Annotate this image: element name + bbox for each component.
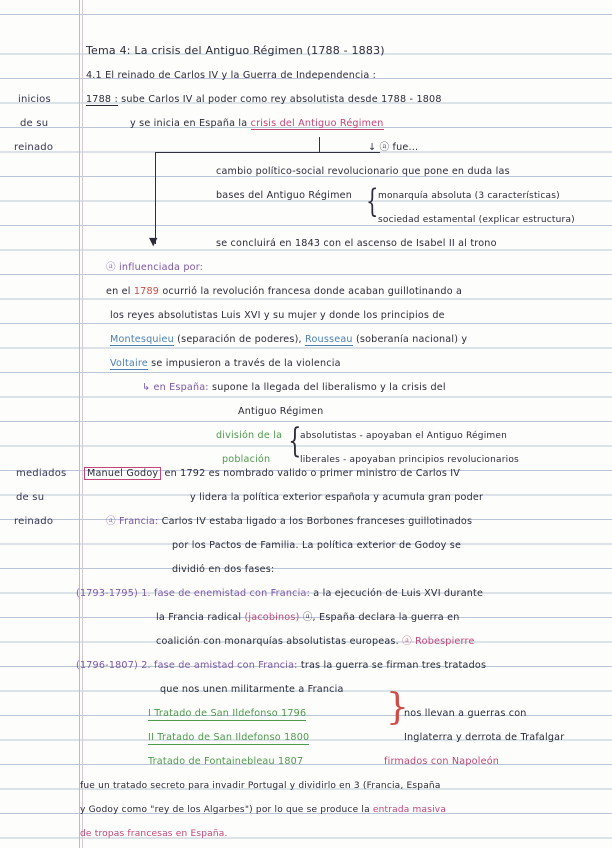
- voltaire: Voltaire: [110, 358, 148, 369]
- line-23: [156, 612, 459, 624]
- arrow-down-icon: ▼: [149, 235, 158, 248]
- line-17: [84, 468, 460, 480]
- margin-note-inicios-1: inicios: [18, 94, 51, 105]
- line-12: [110, 358, 341, 370]
- margin-note-mediados-1: mediados: [16, 468, 67, 479]
- line-31: [80, 804, 446, 816]
- line-15-a: división de la: [216, 430, 283, 441]
- robespierre: ⓐ Robespierre: [402, 636, 475, 647]
- line-6: sociedad estamental (explicar estructura): [378, 215, 575, 225]
- line-17-b: en 1792 es nombrado valido o primer ministro de Carlos IV: [164, 468, 461, 479]
- entrada-masiva: entrada masiva: [372, 805, 447, 815]
- year-1789: 1789: [133, 286, 160, 297]
- line-14: Antiguo Régimen: [238, 406, 324, 417]
- line-11-c: (soberanía nacional) y: [355, 334, 468, 345]
- line-22: [76, 588, 483, 600]
- line-9-b: ocurrió la revolución francesa donde acaban guillotinando a: [162, 286, 463, 297]
- line-8-influenced: ⓐ influenciada por:: [106, 262, 204, 273]
- line-9-a: en el: [106, 286, 131, 297]
- line-11: [110, 334, 467, 346]
- treaty-3: Tratado de Fontainebleau 1807: [148, 756, 304, 767]
- line-13-b: supone la llegada del liberalismo y la crisis del: [212, 382, 446, 393]
- en-espana: ↳ en España:: [142, 382, 209, 393]
- treaty-1: I Tratado de San Ildefonso 1796: [148, 708, 307, 719]
- rousseau: Rousseau: [305, 334, 353, 345]
- connector-tick: [319, 137, 320, 152]
- page-title: Tema 4: La crisis del Antiguo Régimen (1788 - 1883): [86, 44, 385, 57]
- phase-1-heading: (1793-1795) 1. fase de enemistad con Francia:: [76, 588, 311, 599]
- line-23-c: ⓐ, España declara la guerra en: [302, 612, 460, 623]
- section-heading: 4.1 El reinado de Carlos IV y la Guerra de Independencia :: [86, 70, 377, 81]
- brace-icon: {: [288, 421, 302, 461]
- line-2: [130, 118, 384, 130]
- ante-francia: ⓐ Francia:: [106, 516, 159, 527]
- line-20: por los Pactos de Familia. La política exterior de Godoy se: [172, 540, 462, 551]
- jacobinos: (jacobinos): [244, 612, 300, 623]
- line-30: fue un tratado secreto para invadir Portugal y dividirlo en 3 (Francia, España: [80, 781, 441, 791]
- line-5b: monarquía absoluta (3 características): [378, 191, 560, 201]
- line-19-b: Carlos IV estaba ligado a los Borbones franceses guillotinados: [161, 516, 473, 527]
- line-27-b: nos llevan a guerras con: [404, 708, 527, 719]
- line-21: dividió en dos fases:: [172, 564, 275, 575]
- phase-2-heading: (1796-1807) 2. fase de amistad con Francia:: [76, 660, 298, 671]
- line-18: y lidera la política exterior española y acumula gran poder: [190, 492, 484, 503]
- connector-vertical: [155, 152, 156, 244]
- line-4: cambio político-social revolucionario que pone en duda las: [216, 166, 510, 177]
- line-25: [76, 660, 486, 672]
- line-25-b: tras la guerra se firman tres tratados: [300, 660, 487, 671]
- connector-horizontal: [155, 152, 380, 153]
- line-3-arrow: ↓ ⓐ fue...: [368, 142, 419, 153]
- line-24: [156, 636, 475, 648]
- line-16-a: población: [222, 454, 271, 465]
- line-22-b: a la ejecución de Luis XVI durante: [313, 588, 484, 599]
- line-32: de tropas francesas en España.: [80, 829, 228, 839]
- line-31-a: y Godoy como "rey de los Algarbes") por lo que se produce la: [80, 805, 370, 815]
- line-28-b: Inglaterra y derrota de Trafalgar: [404, 732, 565, 743]
- line-1-text: sube Carlos IV al poder como rey absolutista desde 1788 - 1808: [121, 94, 442, 105]
- line-12-b: se impusieron a través de la violencia: [151, 358, 341, 369]
- crisis-highlight: crisis del Antiguo Régimen: [250, 118, 384, 129]
- line-29-b: firmados con Napoleón: [384, 756, 500, 767]
- line-13: [142, 382, 446, 394]
- line-5a: bases del Antiguo Régimen: [216, 190, 353, 201]
- line-1: [86, 94, 442, 106]
- line-15-b: absolutistas - apoyaban el Antiguo Régimen: [300, 431, 507, 441]
- margin-note-mediados-2: de su: [16, 492, 45, 503]
- closing-brace-icon: }: [386, 687, 409, 728]
- line-19: [106, 516, 472, 528]
- manuel-godoy: Manuel Godoy: [84, 467, 161, 480]
- brace-icon: {: [366, 182, 379, 220]
- margin-note-inicios-3: reinado: [14, 142, 54, 153]
- line-16-b: liberales - apoyaban principios revolucionarios: [300, 455, 519, 465]
- margin-note-inicios-2: de su: [20, 118, 49, 129]
- year-1788: 1788 :: [86, 94, 118, 105]
- line-9: [106, 286, 462, 298]
- line-11-b: (separación de poderes),: [177, 334, 302, 345]
- line-2-text: y se inicia en España la: [130, 118, 248, 129]
- margin-line: [79, 0, 80, 848]
- line-7: se concluirá en 1843 con el ascenso de Isabel II al trono: [216, 238, 497, 249]
- line-24-a: coalición con monarquías absolutistas europeas.: [156, 636, 399, 647]
- line-26: que nos unen militarmente a Francia: [160, 684, 344, 695]
- margin-note-mediados-3: reinado: [14, 516, 54, 527]
- margin-line-inner: [82, 0, 83, 848]
- treaty-2: II Tratado de San Ildefonso 1800: [148, 732, 310, 743]
- montesquieu: Montesquieu: [110, 334, 174, 345]
- line-10: los reyes absolutistas Luis XVI y su mujer y donde los principios de: [110, 310, 445, 321]
- line-23-a: la Francia radical: [156, 612, 242, 623]
